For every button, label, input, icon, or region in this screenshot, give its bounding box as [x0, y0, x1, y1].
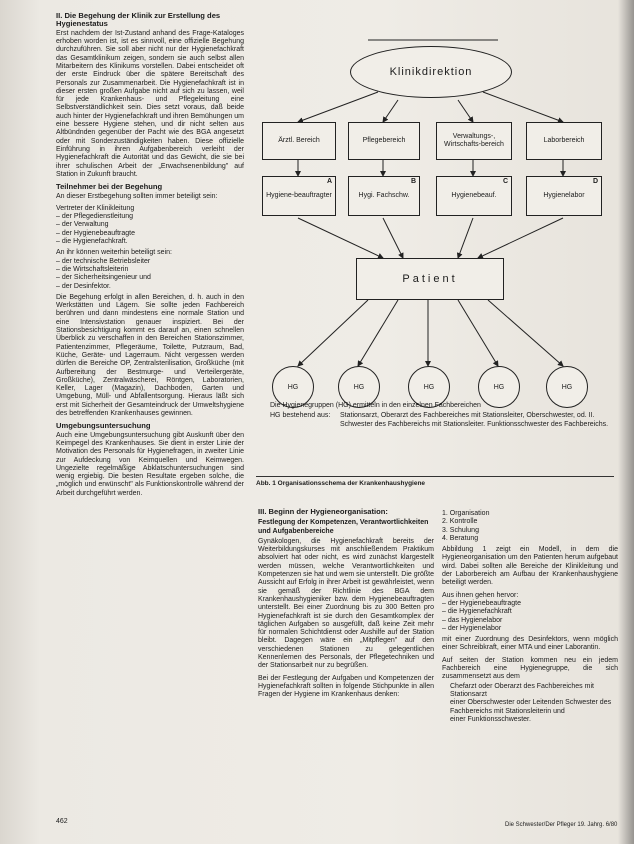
- journal-footer: Die Schwester/Der Pfleger 19. Jahrg. 6/80: [505, 822, 618, 828]
- section-subheading: Festlegung der Kompetenzen, Verantwortlichkeiten und Aufgabenbereiche: [258, 519, 429, 535]
- subheading-environment: Umgebungsuntersuchung: [56, 421, 151, 431]
- list-item: – der Hygienelabor: [442, 624, 502, 632]
- role-label: Hygienelabor: [543, 192, 585, 199]
- list-intro: An ihr können weiterhin beteiligt sein:: [56, 249, 172, 257]
- role-box-a: [262, 176, 336, 216]
- paragraph: An dieser Erstbegehung sollten immer beteiligt sein:: [56, 192, 218, 200]
- patient-box: [356, 258, 504, 300]
- paragraph: mit einer Zuordnung des Desinfektors, wenn möglich einer Schreibkraft, einer MTA und einer Laborantin.: [442, 636, 618, 652]
- section-heading: III. Beginn der Hygieneorganisation:: [258, 507, 388, 516]
- paragraph: Auf seiten der Station kommen neu ein jedem Fachbereich eine Hygienegruppe, die sich zusammensetzt aus dem: [442, 656, 618, 681]
- group-label: HG: [353, 383, 365, 391]
- group-members-list: [442, 683, 618, 724]
- legend-text: Stationsarzt, Oberarzt des Fachbereiches mit Stationsleiter, Oberschwester, od. II. Schwester des Fachbereichs mit Stationsleiter. Funktionsschwester des Fachbereichs.: [340, 412, 609, 428]
- list-item: 4. Beratung: [442, 534, 479, 542]
- list-item: – das Hygienelabor: [442, 616, 503, 624]
- area-laboratory: [526, 122, 602, 160]
- paragraph: Abbildung 1 zeigt ein Modell, in dem die Hygieneorganisation um den Patienten herum aufgebaut wird. Dabei sollten alle Bereiche der Klinikleitung und der Laborbereich am Aufbau der Krankenhaushygiene beteiligt werden.: [442, 546, 618, 587]
- middle-column: [258, 508, 434, 704]
- role-box-d: [526, 176, 602, 216]
- left-column: [56, 12, 244, 502]
- list-item: – der Hygienebeauftragte: [56, 229, 135, 237]
- area-label: Laborbereich: [543, 137, 585, 144]
- group-label: HG: [493, 383, 505, 391]
- role-label: Hygiene-beauftragter: [266, 192, 332, 199]
- area-administration: [436, 122, 512, 160]
- list-item: Chefarzt oder Oberarzt des Fachbereiches mit Stationsarzt: [450, 682, 594, 698]
- role-box-b: [348, 176, 420, 216]
- list-intro: Vertreter der Klinikleitung: [56, 204, 135, 212]
- tasks-list: [442, 510, 618, 543]
- figure-caption: Abb. 1 Organisationsschema der Krankenhaushygiene: [256, 480, 426, 487]
- paragraph: Bei der Festlegung der Aufgaben und Kompetenzen der Hygienefachkraft sollten in folgende Stichpunkte in allen Fragen der Hygiene im Krankenhaus denken:: [258, 674, 434, 699]
- list-intro: Aus ihnen gehen hervor:: [442, 591, 519, 599]
- role-tag: D: [592, 178, 598, 185]
- list-item: 2. Kontrolle: [442, 518, 478, 526]
- list-item: einer Funktionsschwester.: [450, 715, 531, 723]
- paragraph: Auch eine Umgebungsuntersuchung gibt Auskunft über den Keimpegel des Krankenhauses. Sie dient in erster Linie der Motivation des Personals für Hygienefragen, in zweiter Linie zur Aufdeckung von Keimquellen und Keimwegen. Ungezielte regelmäßige Abklatschuntersuchungen sind wenig ergiebig. Die besten Resultate ergeben solche, die „möglich und erwünscht" als Funktionskontrolle während der Arbeit durchgeführt werden.: [56, 431, 244, 497]
- paragraph: Erst nachdem der Ist-Zustand anhand des Frage-Kataloges erhoben worden ist, ist es sinnvoll, eine offizielle Begehung durchzuführen. Sie soll aber nicht nur der Hygienefachkraft das Gesamtklinikum zeigen, sondern sie auch selbst allen Mitarbeitern des Klinikums vorstellen. Dabei entscheidet oft der erste Eindruck über die spätere Bereitschaft des Personals zur Zusammenarbeit. Die Hygienefachkraft ist in dieser ersten großen Aufgabe nicht auf sich zu lassen, weil für jede Krankenhaus- und Pflegeleitung eine Selbstverständlichkeit sein. Dies setzt voraus, daß beide auch hinter der Hygienefachkraft und ihren Bemühungen um eine bessere Hygiene stehen, und dir nicht selten aus Altbündnden gegenüber der Pacht wie des BGA angesetzt oder mit Sonderzuständigkeiten haben. Diese offizielle Einführung in ihren Aufgabenbereich verleiht der Hygienefachkraft die Autorität und das Gewicht, die sie bei ihrer schulischen Arbeit der „Erwachsenenbildung" auf Station in Zukunft braucht.: [56, 29, 244, 178]
- list-item: – die Hygienefachkraft: [442, 608, 512, 616]
- subheading-participants: Teilnehmer bei der Begehung: [56, 182, 163, 192]
- list-item: – der Pflegedienstleitung: [56, 213, 134, 221]
- roles-list: [442, 592, 618, 633]
- group-label: HG: [423, 383, 435, 391]
- list-item: – die Hygienefachkraft.: [56, 238, 128, 246]
- area-label: Verwaltungs-, Wirtschafts-bereich: [444, 133, 504, 148]
- list-item: – die Wirtschaftsleiterin: [56, 265, 129, 273]
- list-item: – der Verwaltung: [56, 221, 109, 229]
- patient-label: Patient: [402, 273, 458, 285]
- list-item: einer Oberschwester oder Leitenden Schwester des Fachbereichs mit Stationsleiterin und: [450, 699, 612, 715]
- role-label: Hygi. Fachschw.: [358, 192, 410, 199]
- area-nursing: [348, 122, 420, 160]
- role-tag: C: [502, 178, 508, 185]
- list-item: – der Sicherheitsingenieur und: [56, 274, 151, 282]
- legend-definition: [270, 412, 610, 429]
- direction-ellipse: [350, 46, 512, 98]
- area-label: Pflegebereich: [362, 137, 406, 144]
- diagram-legend: [270, 402, 610, 429]
- list-item: – der Hygienebeauftragte: [442, 599, 521, 607]
- list-item: 3. Schulung: [442, 526, 479, 534]
- page-number: 462: [56, 818, 68, 825]
- paragraph: Die Begehung erfolgt in allen Bereichen, d. h. auch in den Werkstätten und Lägern. Sie sollte jeden Fachbereich berühren und dann mindestens eine normale Station und eine Intensivstation genauer inspiziert. Bei der Stationsbesichtigung kommt es darauf an, einen schnellen Überblick zu verschaffen in den Bereichen Stationszimmer, Patientenzimmer, Pflegeräume, Toilette, Putzraum, Bad, Küche, Geräte- und Lagerraum. Nicht vergessen werden dürfen die Bereiche OP, Zentralsterilisation, Großküche (mit Aufbereitung der Bestmurge- und Verteilergeräte, Großküche), Zentralwäscherei, Röntgen, Laboratorien, Keller, Lager (Magazin), Dachboden, Garten und Umgebung, Müll- und Abfallentsorgung. Hieraus läßt sich erst mit Sicherheit der Gesamteindruck der Umweltshygiene des betreffenden Krankenhauses gewinnen.: [56, 293, 244, 417]
- caption-rule: [256, 476, 614, 477]
- list-item: 1. Organisation: [442, 510, 490, 517]
- direction-label: Klinikdirektion: [389, 66, 473, 78]
- legend-label: HG bestehend aus:: [270, 412, 331, 420]
- right-column: [442, 510, 618, 727]
- page-edge-shadow: [618, 0, 634, 844]
- section-heading: II. Die Begehung der Klinik zur Erstellung des Hygienestatus: [56, 11, 221, 29]
- participants-list: [56, 205, 244, 246]
- role-tag: A: [326, 178, 332, 185]
- role-box-c: [436, 176, 512, 216]
- list-item: – der Desinfektor.: [56, 282, 111, 290]
- group-label: HG: [561, 383, 573, 391]
- group-label: HG: [287, 383, 299, 391]
- role-tag: B: [410, 178, 416, 185]
- role-label: Hygienebeauf.: [451, 192, 497, 199]
- list-item: – der technische Betriebsleiter: [56, 257, 151, 265]
- area-medical: [262, 122, 336, 160]
- paragraph: Gynäkologen, die Hygienefachkraft bereits der Weiterbildungskurses mit anschließendem Praktikum absolviert hat oder nicht, es wird zunächst klargestellt werden müssen, welche Verantwortlichkeiten und Kompetenzen sie hat und wem sie unterstellt. Die größte Aussicht auf Erfolg in ihrer Arbeit ist gewährleistet, wenn sie gemäß der Richtlinie des BGA dem Krankenhaushygieniker bzw. dem Hygienebeauftragten unterstellt. Bei einer Zuordnung bis zu 300 Betten pro Hygienefachkraft ist sie durch den Gesamtkomplex der täglichen Aufgaben so ausgefüllt, daß keine Zeit mehr für normalen Schichtdienst oder Aushilfe auf der Station bleibt. Dagegen wäre ein „Mitpflegen" auf den verschiedenen Stationen zu gelegentlichen Kennenlernen des Personals, der Pflegetechniken und der Stationsarbeit nur zu begrüßen.: [258, 537, 434, 670]
- optional-participants-list: [56, 249, 244, 290]
- legend-line: Die Hygienegruppen (HG) ermitteln in den einzelnen Fachbereichen: [270, 402, 481, 409]
- area-label: Ärztl. Bereich: [278, 137, 320, 144]
